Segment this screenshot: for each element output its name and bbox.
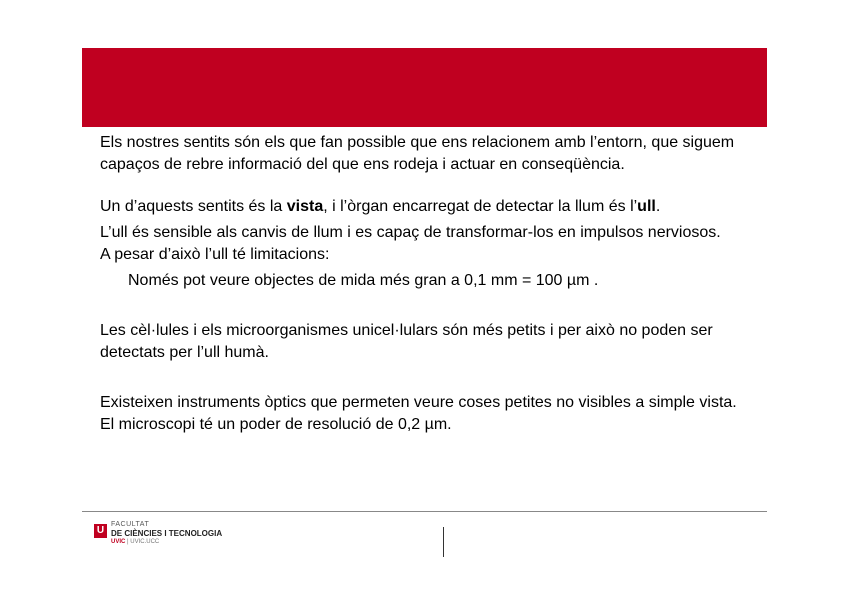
text-span: , i l’òrgan encarregat de detectar la llum és l’ [323,198,638,215]
faculty-logo [94,521,222,546]
paragraph-eye-sensitivity: L’ull és sensible als canvis de llum i es capaç de transformar-los en impulsos nerviosos. [100,224,721,241]
slide-body [100,132,740,436]
paragraph-resolution-limit: Només pot veure objectes de mida més gran a 0,1 mm = 100 µm . [128,272,599,289]
paragraph-microscope: Existeixen instruments òptics que permeten veure coses petites no visibles a simple vista. El microscopi té un poder de resolució de 0,2 µm. [100,394,737,433]
bold-term-vista: vista [286,198,324,215]
text-span: Un d’aquests sentits és la [100,198,287,215]
logo-line-3 [111,538,222,546]
logo-text [111,521,222,546]
logo-line-3-brand: UVIC [111,539,126,545]
logo-line-3-rest: | UVIC.UCC [127,539,160,545]
bold-term-ull: ull [637,198,656,215]
logo-line-2: DE CIÈNCIES I TECNOLOGIA [111,529,223,538]
paragraph-senses: Els nostres sentits són els que fan possible que ens relacionem amb l’entorn, que siguem capaços de rebre informació del que ens rodeja i actuar en conseqüència. [100,134,735,173]
footer-vertical-divider [443,527,444,557]
header-banner [82,48,767,127]
logo-line-1: FACULTAT [111,521,150,528]
paragraph-cells: Les cèl·lules i els microorganismes unicel·lulars són més petits i per això no poden ser detectats per l’ull humà. [100,322,713,361]
paragraph-limitations: A pesar d’això l’ull té limitacions: [100,246,330,263]
footer-divider-line [82,511,767,512]
paragraph-sight [100,196,740,218]
text-span: . [655,198,661,215]
logo-u-icon: U [94,524,107,538]
